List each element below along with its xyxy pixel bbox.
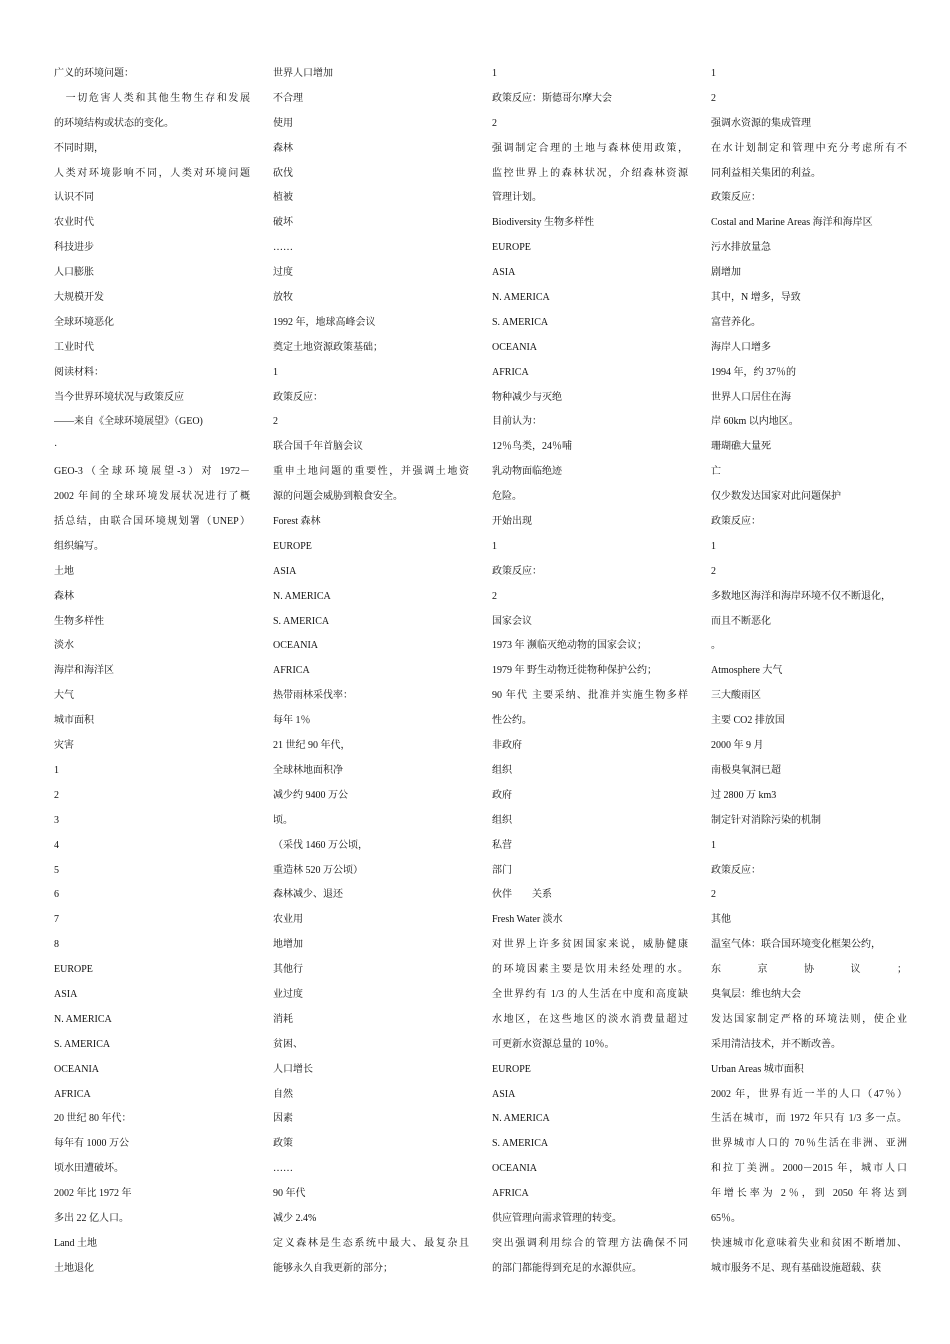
text-line: 2000 年 9 月 (711, 740, 764, 752)
text-line: Forest 森林 (273, 516, 321, 528)
text-line: Costal and Marine Areas 海洋和海岸区 (711, 217, 873, 229)
text-line: 12％鸟类，24％哺 (492, 441, 572, 453)
text-line: ASIA (492, 1088, 516, 1100)
text-line: 全球环境恶化 (54, 316, 114, 328)
text-line: S. AMERICA (492, 316, 549, 328)
text-line: 快速城市化意味着失业和贫困不断增加、 (711, 1237, 907, 1249)
text-line: 伙伴 关系 (492, 889, 552, 901)
text-line: 植被 (273, 192, 293, 204)
text-line: Fresh Water 淡水 (492, 914, 563, 926)
text-line: 1 (54, 764, 59, 776)
text-line: 当今世界环境状况与政策反应 (54, 391, 184, 403)
text-line: 顷水田遭破坏。 (54, 1163, 124, 1175)
text-line: 对世界上许多贫困国家来说，威胁健康 (492, 939, 688, 951)
text-line: OCEANIA (492, 341, 537, 353)
text-line: 每年有 1000 万公 (54, 1138, 129, 1150)
text-line: Biodiversity 生物多样性 (492, 217, 594, 229)
text-line: 组织 (492, 764, 512, 776)
text-line: 政策反应： (492, 565, 542, 577)
text-column-4 (711, 62, 907, 1282)
text-line: OCEANIA (492, 1163, 537, 1175)
text-line: 放牧 (273, 292, 293, 304)
text-line: AFRICA (492, 366, 529, 378)
text-line: 砍伐 (273, 167, 293, 179)
text-line: 的部门都能得到充足的水源供应。 (492, 1262, 642, 1274)
text-line: 其他 (711, 914, 731, 926)
text-line: 淡水 (54, 640, 74, 652)
text-line: N. AMERICA (492, 292, 550, 304)
text-line: 的环境结构或状态的变化。 (54, 117, 174, 129)
text-line: 5 (54, 864, 59, 876)
text-line: 污水排放量急 (711, 242, 771, 254)
text-line: 物种减少与灭绝 (492, 391, 562, 403)
text-line: 政策反应：斯德哥尔摩大会 (492, 92, 612, 104)
text-line: ASIA (492, 267, 516, 279)
text-line: 1 (492, 68, 497, 79)
text-line: 21 世纪 90 年代， (273, 740, 351, 752)
text-line: EUROPE (54, 964, 93, 976)
text-line: 非政府 (492, 740, 522, 752)
text-line: 私营 (492, 839, 512, 851)
text-line: 采用清洁技术，并不断改善。 (711, 1038, 841, 1050)
text-column-3 (492, 62, 688, 1282)
text-line: 供应管理向需求管理的转变。 (492, 1212, 622, 1224)
text-line: 65％。 (711, 1212, 741, 1224)
text-line: 消耗 (273, 1013, 293, 1025)
text-line: 1992 年，地球高峰会议 (273, 316, 376, 328)
text-line: 危险。 (492, 491, 522, 503)
text-line: 不合理 (273, 92, 303, 104)
text-line: N. AMERICA (54, 1013, 112, 1025)
text-line: 认识不同 (54, 192, 94, 204)
text-line: 其中，N 增多，导致 (711, 292, 801, 304)
text-line: 剧增加 (711, 267, 741, 279)
text-line: 1 (711, 540, 716, 552)
text-line: 土地退化 (54, 1262, 94, 1274)
text-line: 奠定土地资源政策基础； (273, 341, 383, 353)
text-line: 使用 (273, 117, 293, 129)
text-line: 1 (711, 68, 716, 79)
text-line: 土地 (54, 565, 74, 577)
text-line: ASIA (273, 565, 297, 577)
text-line: 2 (492, 590, 497, 602)
text-line: 能够永久自我更新的部分； (273, 1262, 393, 1274)
text-line: 世界人口增加 (273, 68, 333, 79)
text-line: S. AMERICA (54, 1038, 111, 1050)
text-line: 括总结，由联合国环境规划署（UNEP） (54, 516, 250, 528)
text-line: 三大酸雨区 (711, 690, 761, 702)
text-line: N. AMERICA (273, 590, 331, 602)
text-line: 2 (711, 565, 716, 577)
text-line: 南极臭氧洞已超 (711, 764, 781, 776)
text-line: 目前认为： (492, 416, 542, 428)
text-line: 政策反应： (711, 864, 761, 876)
text-line: 1 (711, 839, 716, 851)
text-line: 其他行 (273, 964, 303, 976)
text-line: 因素 (273, 1113, 293, 1125)
text-line: 主要 CO2 排放国 (711, 715, 785, 727)
text-line: 20 世纪 80 年代： (54, 1113, 132, 1125)
text-line: 岸 60km 以内地区。 (711, 416, 799, 428)
text-line: 珊瑚礁大量死 (711, 441, 771, 453)
text-line: 和拉丁美洲。2000－2015 年，城市人口 (711, 1163, 907, 1175)
text-line: 监控世界上的森林状况，介绍森林资源 (492, 167, 688, 179)
text-line: 2 (273, 416, 278, 428)
text-line: 生活在城市，而 1972 年只有 1/3 多一点。 (711, 1113, 907, 1125)
text-line: OCEANIA (54, 1063, 99, 1075)
text-line: 政策 (273, 1138, 293, 1150)
text-line: 联合国千年首脑会议 (273, 441, 363, 453)
text-line: 世界人口居住在海 (711, 391, 791, 403)
text-line: 过度 (273, 267, 293, 279)
text-line: 农业用 (273, 914, 303, 926)
text-line: 突出强调利用综合的管理方法确保不同 (492, 1237, 688, 1249)
text-line: 1 (492, 540, 497, 552)
text-line: 城市服务不足、现有基础设施超载、获 (711, 1262, 881, 1274)
text-line: 8 (54, 939, 59, 951)
text-line: 乳动物面临绝迹 (492, 466, 562, 478)
text-line: 森林减少、退还 (273, 889, 343, 901)
text-line: 减少 2.4% (273, 1212, 317, 1224)
text-line: 阅读材料： (54, 366, 104, 378)
text-line: 过 2800 万 km3 (711, 789, 777, 801)
text-line: 90 年代 (273, 1188, 306, 1200)
text-line: EUROPE (273, 540, 312, 552)
text-line: 顷。 (273, 814, 293, 826)
text-line: 人类对环境影响不同，人类对环境问题 (54, 167, 250, 179)
text-line: 政策反应： (711, 192, 761, 204)
text-line: 每年 1％ (273, 715, 311, 727)
text-line: 森林 (54, 590, 74, 602)
text-line: 工业时代 (54, 341, 94, 353)
text-line: 水地区，在这些地区的淡水消费量超过 (492, 1013, 688, 1025)
text-line: 政策反应： (273, 391, 323, 403)
text-line: 重造林 520 万公顷） (273, 864, 363, 876)
text-line: 热带雨林采伐率： (273, 690, 353, 702)
text-line: 生物多样性 (54, 615, 104, 627)
text-column-2 (273, 62, 469, 1282)
text-line: 90 年代 主要采纳、批准并实施生物多样 (492, 690, 688, 702)
text-line: GEO-3（全球环境展望-3）对 1972－ (54, 466, 250, 478)
text-line: AFRICA (54, 1088, 91, 1100)
text-line: 1973 年 濒临灭绝动物的国家会议； (492, 640, 647, 652)
text-line: 贫困、 (273, 1038, 303, 1050)
text-column-1 (54, 62, 250, 1282)
text-line: 海岸和海洋区 (54, 665, 114, 677)
text-line: 发达国家制定严格的环境法则，使企业 (711, 1013, 907, 1025)
text-line: 2 (54, 789, 59, 801)
text-line: 2002 年间的全球环境发展状况进行了概 (54, 491, 250, 503)
text-line: 国家会议 (492, 615, 532, 627)
text-line: 臭氧层：维也纳大会 (711, 988, 801, 1000)
text-line: 人口膨胀 (54, 267, 94, 279)
text-line: …… (273, 242, 293, 254)
text-line: 制定针对消除污染的机制 (711, 814, 821, 826)
text-line: 在水计划制定和管理中充分考虑所有不 (711, 142, 907, 154)
text-line: 7 (54, 914, 59, 926)
text-line: 东京协议； (711, 964, 907, 976)
text-line: 同利益相关集团的利益。 (711, 167, 821, 179)
text-line: 的环境因素主要是饮用未经处理的水。 (492, 964, 688, 976)
text-line: 自然 (273, 1088, 293, 1100)
text-line: AFRICA (492, 1188, 529, 1200)
text-line: 多出 22 亿人口。 (54, 1212, 129, 1224)
text-line: 广义的环境问题： (54, 68, 134, 79)
text-line: 2 (711, 92, 716, 104)
text-line: 可更新水资源总量的 10％。 (492, 1038, 615, 1050)
text-line: 组织 (492, 814, 512, 826)
text-line: 组织编写。 (54, 540, 104, 552)
text-line: 3 (54, 814, 59, 826)
text-line: 政府 (492, 789, 512, 801)
text-line: 人口增长 (273, 1063, 313, 1075)
text-line: 灾害 (54, 740, 74, 752)
text-line: 而且不断恶化 (711, 615, 771, 627)
text-line: 温室气体：联合国环境变化框架公约， (711, 939, 881, 951)
text-line: 减少约 9400 万公 (273, 789, 348, 801)
text-line: 城市面积 (54, 715, 94, 727)
text-line: 1994 年，约 37％的 (711, 366, 796, 378)
text-line: 亡 (711, 466, 721, 478)
text-line: 海岸人口增多 (711, 341, 771, 353)
text-line: 森林 (273, 142, 293, 154)
text-line: 部门 (492, 864, 512, 876)
text-line: 2 (492, 117, 497, 129)
text-line: 性公约。 (492, 715, 532, 727)
text-line: 科技进步 (54, 242, 94, 254)
text-line: 1 (273, 366, 278, 378)
text-line: 2 (711, 889, 716, 901)
text-line: 2002 年比 1972 年 (54, 1188, 132, 1200)
text-line: EUROPE (492, 1063, 531, 1075)
text-line: 强调制定合理的土地与森林使用政策， (492, 142, 688, 154)
text-line: · (54, 441, 58, 453)
text-line: 2002 年，世界有近一半的人口（47％） (711, 1088, 907, 1100)
text-line: Land 土地 (54, 1237, 98, 1249)
text-line: 破坏 (273, 217, 293, 229)
text-line: …… (273, 1163, 293, 1175)
text-line: 全球林地面积净 (273, 764, 343, 776)
text-line: 1979 年 野生动物迁徙物种保护公约； (492, 665, 657, 677)
text-line: 业过度 (273, 988, 303, 1000)
text-line: 重申土地问题的重要性，并强调土地资 (273, 466, 469, 478)
text-line: 不同时期， (54, 142, 104, 154)
text-line: 世界城市人口的 70％生活在非洲、亚洲 (711, 1138, 907, 1150)
text-line: 政策反应： (711, 516, 761, 528)
text-line: 定义森林是生态系统中最大、最复杂且 (273, 1237, 469, 1249)
text-line: 全世界约有 1/3 的人生活在中度和高度缺 (492, 988, 688, 1000)
text-line: 仅少数发达国家对此问题保护 (711, 491, 841, 503)
text-line: Urban Areas 城市面积 (711, 1063, 804, 1075)
text-line: 源的问题会威胁到粮食安全。 (273, 491, 403, 503)
text-line: S. AMERICA (273, 615, 330, 627)
text-line: 。 (711, 640, 721, 652)
text-line: 年增长率为 2％，到 2050 年将达到 (711, 1188, 907, 1200)
text-line: 富营养化。 (711, 316, 761, 328)
text-line: 农业时代 (54, 217, 94, 229)
text-line: EUROPE (492, 242, 531, 254)
text-line: 多数地区海洋和海岸环境不仅不断退化， (711, 590, 891, 602)
text-line: 开始出现 (492, 516, 532, 528)
text-line: 大气 (54, 690, 74, 702)
text-line: ASIA (54, 988, 78, 1000)
text-line: AFRICA (273, 665, 310, 677)
text-line: S. AMERICA (492, 1138, 549, 1150)
text-line: 管理计划。 (492, 192, 542, 204)
text-line: Atmosphere 大气 (711, 665, 783, 677)
text-line: ——来自《全球环境展望》（GEO) (54, 416, 203, 428)
text-line: N. AMERICA (492, 1113, 550, 1125)
text-line: （采伐 1460 万公顷， (273, 839, 368, 851)
text-line: 强调水资源的集成管理 (711, 117, 811, 129)
text-line: 6 (54, 889, 59, 901)
text-line: 一切危害人类和其他生物生存和发展 (54, 92, 250, 104)
text-line: OCEANIA (273, 640, 318, 652)
text-line: 大规模开发 (54, 292, 104, 304)
text-line: 地增加 (273, 939, 303, 951)
text-line: 4 (54, 839, 59, 851)
